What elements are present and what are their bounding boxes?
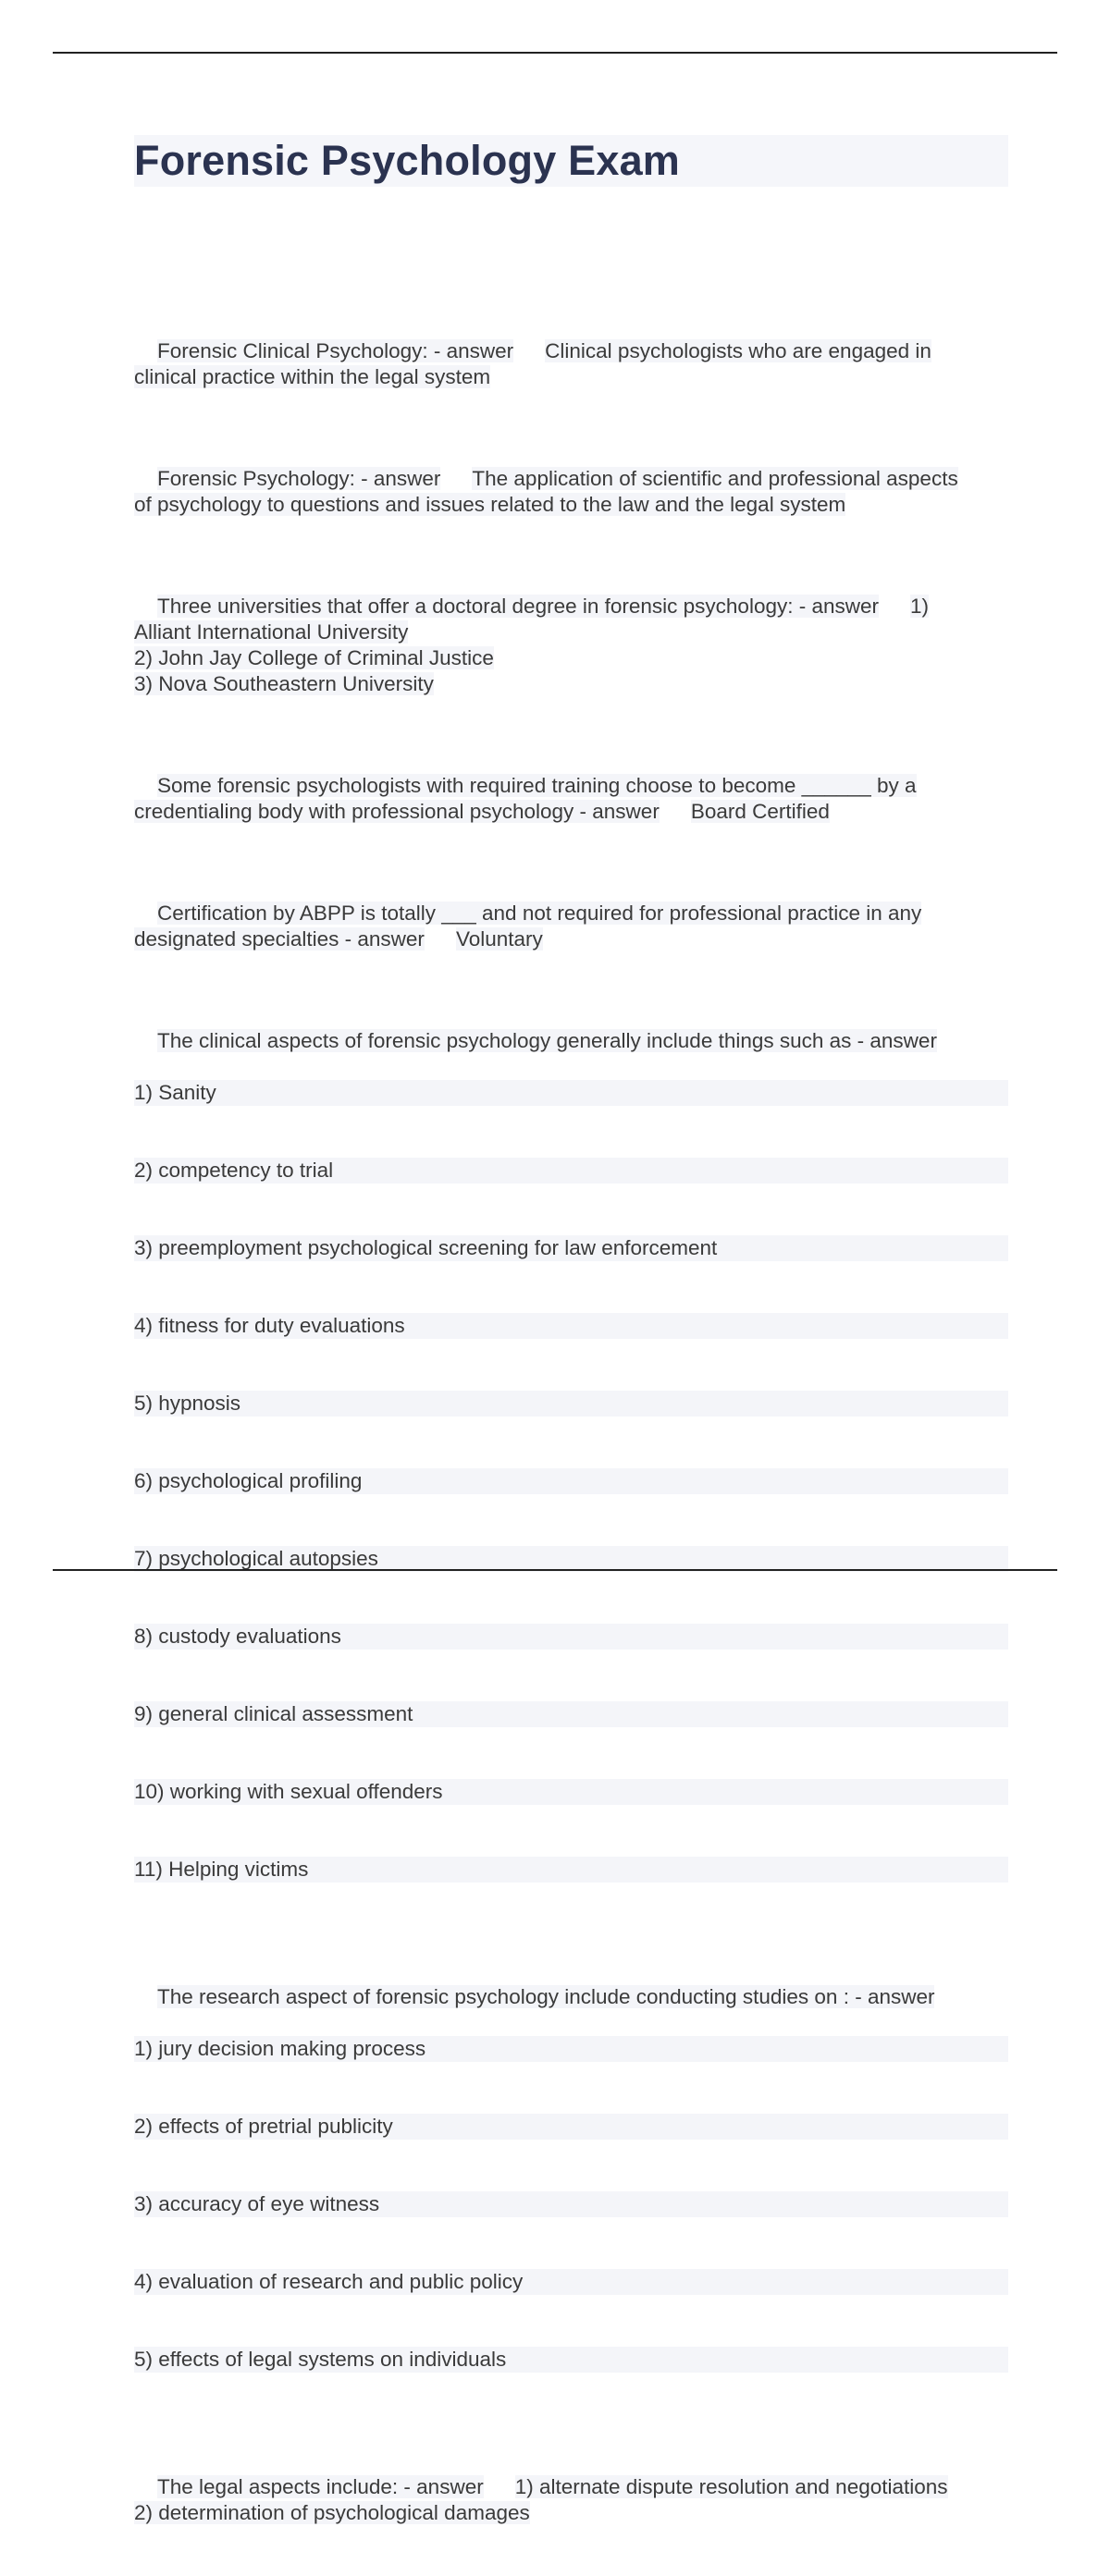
list-item: 1) jury decision making process [134, 2036, 1008, 2062]
card-question: Forensic Clinical Psychology: - answer [157, 339, 514, 362]
list-item: 5) hypnosis [134, 1391, 1008, 1417]
card-question: Forensic Psychology: - answer [157, 467, 441, 490]
flashcard [134, 313, 1008, 416]
card-question: The clinical aspects of forensic psychology generally include things such as - answer [157, 1029, 937, 1052]
card-answer-line: 2) John Jay College of Criminal Justice [134, 646, 494, 669]
flashcard-list [134, 313, 1008, 2576]
card-question-line2: credentialing body with professional psychology - answer [134, 800, 660, 823]
card-question: Some forensic psychologists with required training choose to become ______ by a [157, 774, 917, 797]
bottom-rule [53, 1569, 1057, 1571]
card-question: The research aspect of forensic psychology include conducting studies on : - answer [157, 1985, 935, 2008]
card-answer-line: of psychology to questions and issues related to the law and the legal system [134, 493, 846, 516]
card-answer-line: 2) determination of psychological damages [134, 2501, 530, 2524]
list-item: 7) psychological autopsies [134, 1546, 1008, 1572]
flashcard [134, 1958, 1008, 2424]
card-answer-line: Clinical psychologists who are engaged in [545, 339, 931, 362]
card-answer-line: Board Certified [690, 800, 830, 823]
list-item: 8) custody evaluations [134, 1624, 1008, 1650]
flashcard [134, 747, 1008, 851]
list-item: 9) general clinical assessment [134, 1701, 1008, 1727]
card-answer-line: 1) alternate dispute resolution and negotiations [514, 2475, 948, 2498]
list-item: 2) competency to trial [134, 1158, 1008, 1184]
list-item: 5) effects of legal systems on individuals [134, 2347, 1008, 2373]
flashcard [134, 440, 1008, 544]
card-question: The legal aspects include: - answer [157, 2475, 484, 2498]
card-question: Three universities that offer a doctoral degree in forensic psychology: - answer [157, 595, 880, 618]
list-item: 3) preemployment psychological screening for law enforcement [134, 1235, 1008, 1261]
list-item: 1) Sanity [134, 1080, 1008, 1106]
card-answer-line: 3) Nova Southeastern University [134, 672, 434, 695]
list-item: 4) evaluation of research and public policy [134, 2269, 1008, 2295]
flashcard [134, 875, 1008, 978]
card-question-line2: designated specialties - answer [134, 927, 425, 951]
card-answer-line: Alliant International University [134, 620, 409, 644]
page-title: Forensic Psychology Exam [134, 135, 1008, 187]
card-question: Certification by ABPP is totally ___ and not required for professional practice in any [157, 902, 922, 925]
card-answer-line: 1) [910, 595, 930, 618]
list-item: 10) working with sexual offenders [134, 1779, 1008, 1805]
flashcard [134, 1002, 1008, 1934]
card-answer-line: clinical practice within the legal system [134, 365, 491, 388]
list-item: 2) effects of pretrial publicity [134, 2114, 1008, 2140]
list-item: 6) psychological profiling [134, 1468, 1008, 1494]
card-answer-line: The application of scientific and professional aspects [472, 467, 958, 490]
list-item: 4) fitness for duty evaluations [134, 1313, 1008, 1339]
flashcard [134, 2448, 1008, 2552]
top-rule [53, 52, 1057, 54]
list-item: 3) accuracy of eye witness [134, 2191, 1008, 2217]
list-item: 11) Helping victims [134, 1857, 1008, 1883]
flashcard [134, 568, 1008, 723]
card-answer-line: Voluntary [455, 927, 543, 951]
